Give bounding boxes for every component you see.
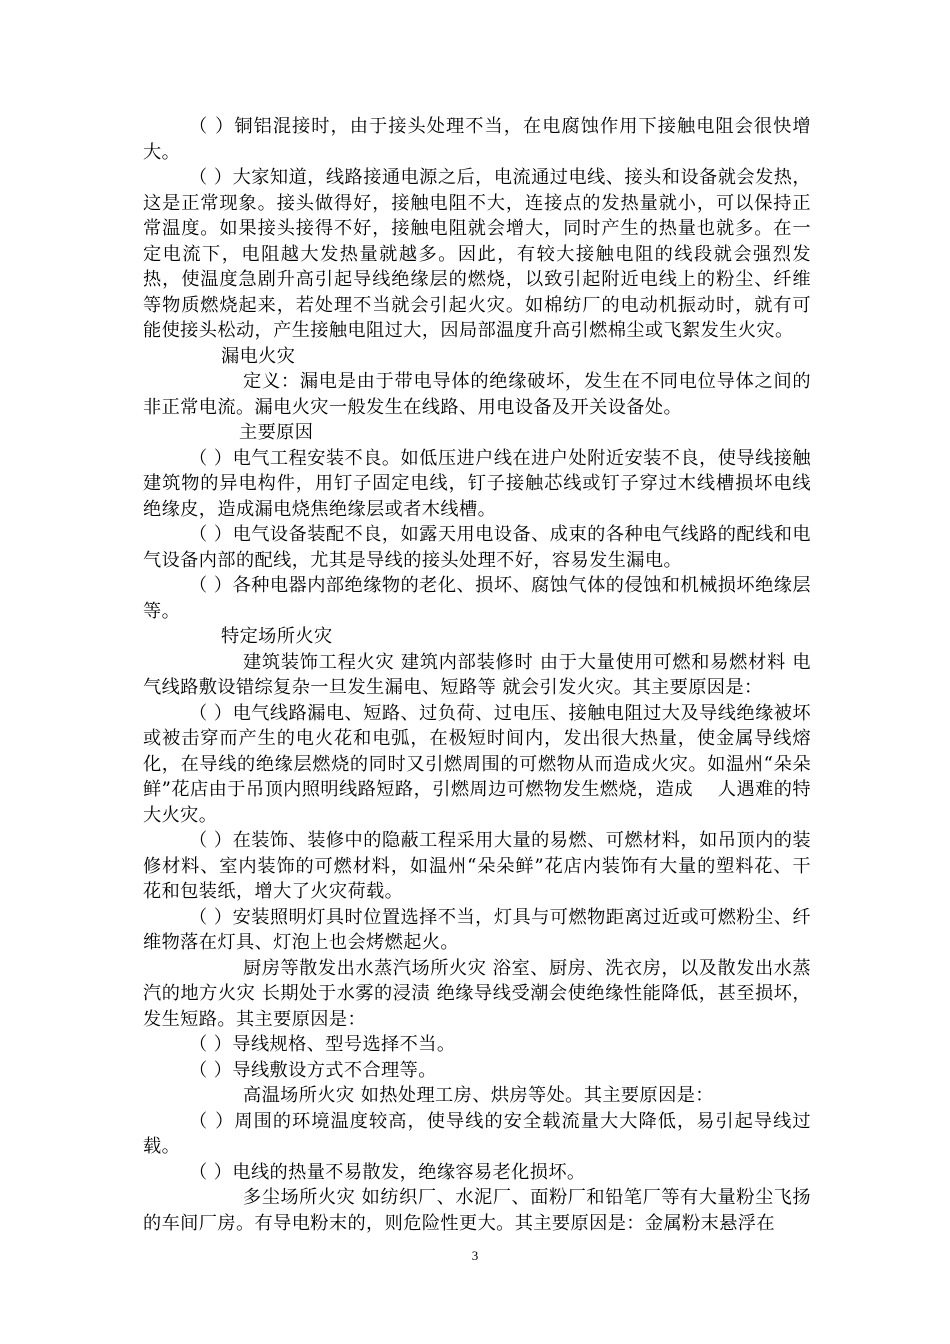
paragraph: （ ）铜铝混接时，由于接头处理不当，在电腐蚀作用下接触电阻会很快增大。 — [143, 116, 811, 163]
paragraph: （ ）大家知道，线路接通电源之后，电流通过电线、接头和设备就会发热，这是正常现象。接头做得好，接触电阻不大，连接点的发热量就小，可以保持正常温度。如果接头接得不好，接触电阻就会增大，同时产生的热量也就多。在一定电流下，电阻越大发热量就越多。因此，有较大接触电阻的线段就会强烈发热，使温度急剧升高引起导线绝缘层的燃烧，以致引起附近电线上的粉尘、纤维等物质燃烧起来，若处理不当就会引起火灾。如棉纺厂的电动机振动时，就有可能使接头松动，产生接触电阻过大，因局部温度升高引燃棉尘或飞絮发生火灾。 — [143, 167, 811, 341]
section-heading: 漏电火灾 — [221, 345, 296, 367]
paragraph: （ ）电气设备装配不良，如露天用电设备、成束的各种电气线路的配线和电气设备内部的配线，尤其是导线的接头处理不好，容易发生漏电。 — [143, 524, 811, 571]
paragraph: （ ）电气线路漏电、短路、过负荷、过电压、接触电阻过大及导线绝缘被坏或被击穿而产生的电火花和电弧，在极短时间内，发出很大热量，使金属导线熔化，在导线的绝缘层燃烧的同时又引燃周围的可燃物从而造成火灾。如温州“朵朵鲜”花店由于吊顶内照明线路短路，引燃周边可燃物发生燃烧，造成 人遇难的特大火灾。 — [143, 702, 811, 826]
paragraph: （ ）安装照明灯具时位置选择不当，灯具与可燃物距离过近或可燃粉尘、纤维物落在灯具、灯泡上也会烤燃起火。 — [143, 906, 811, 953]
paragraph: （ ）在装饰、装修中的隐蔽工程采用大量的易燃、可燃材料，如吊顶内的装修材料、室内装饰的可燃材料，如温州“朵朵鲜”花店内装饰有大量的塑料花、干花和包装纸，增大了火灾荷载。 — [143, 830, 811, 902]
paragraph: （ ）导线敷设方式不合理等。 — [189, 1059, 437, 1081]
page-number: 3 — [471, 1248, 479, 1263]
paragraph: （ ）电气工程安装不良。如低压进户线在进户处附近安装不良，使导线接触建筑物的异电构件，用钉子固定电线，钉子接触芯线或钉子穿过木线槽损坏电线绝缘皮，造成漏电烧焦绝缘层或者木线槽。 — [143, 447, 811, 520]
paragraph: （ ）周围的环境温度较高，使导线的安全载流量大大降低，易引起导线过载。 — [143, 1110, 811, 1157]
paragraph: 定义：漏电是由于带电导体的绝缘破坏，发生在不同电位导体之间的非正常电流。漏电火灾一般发生在线路、用电设备及开关设备处。 — [143, 371, 811, 418]
paragraph: 多尘场所火灾 如纺织厂、水泥厂、面粉厂和铅笔厂等有大量粉尘飞扬的车间厂房。有导电粉末的，则危险性更大。其主要原因是：金属粉末悬浮在 — [143, 1187, 811, 1234]
section-heading: 特定场所火灾 — [221, 626, 333, 647]
paragraph: （ ）电线的热量不易散发，绝缘容易老化损坏。 — [189, 1161, 586, 1183]
page-body — [143, 114, 811, 1236]
paragraph: （ ）导线规格、型号选择不当。 — [189, 1034, 456, 1055]
subsection-heading: 主要原因 — [239, 422, 314, 443]
paragraph: 高温场所火灾 如热处理工房、烘房等处。其主要原因是： — [243, 1085, 714, 1106]
paragraph: （ ）各种电器内部绝缘物的老化、损坏、腐蚀气体的侵蚀和机械损坏绝缘层等。 — [143, 575, 811, 622]
paragraph: 厨房等散发出水蒸汽场所火灾 浴室、厨房、洗衣房，以及散发出水蒸汽的地方火灾 长期处于水雾的浸渍 绝缘导线受潮会使绝缘性能降低，甚至损坏，发生短路。其主要原因是： — [143, 957, 811, 1030]
paragraph: 建筑装饰工程火灾 建筑内部装修时 由于大量使用可燃和易燃材料 电气线路敷设错综复杂一旦发生漏电、短路等 就会引发火灾。其主要原因是： — [143, 651, 811, 698]
